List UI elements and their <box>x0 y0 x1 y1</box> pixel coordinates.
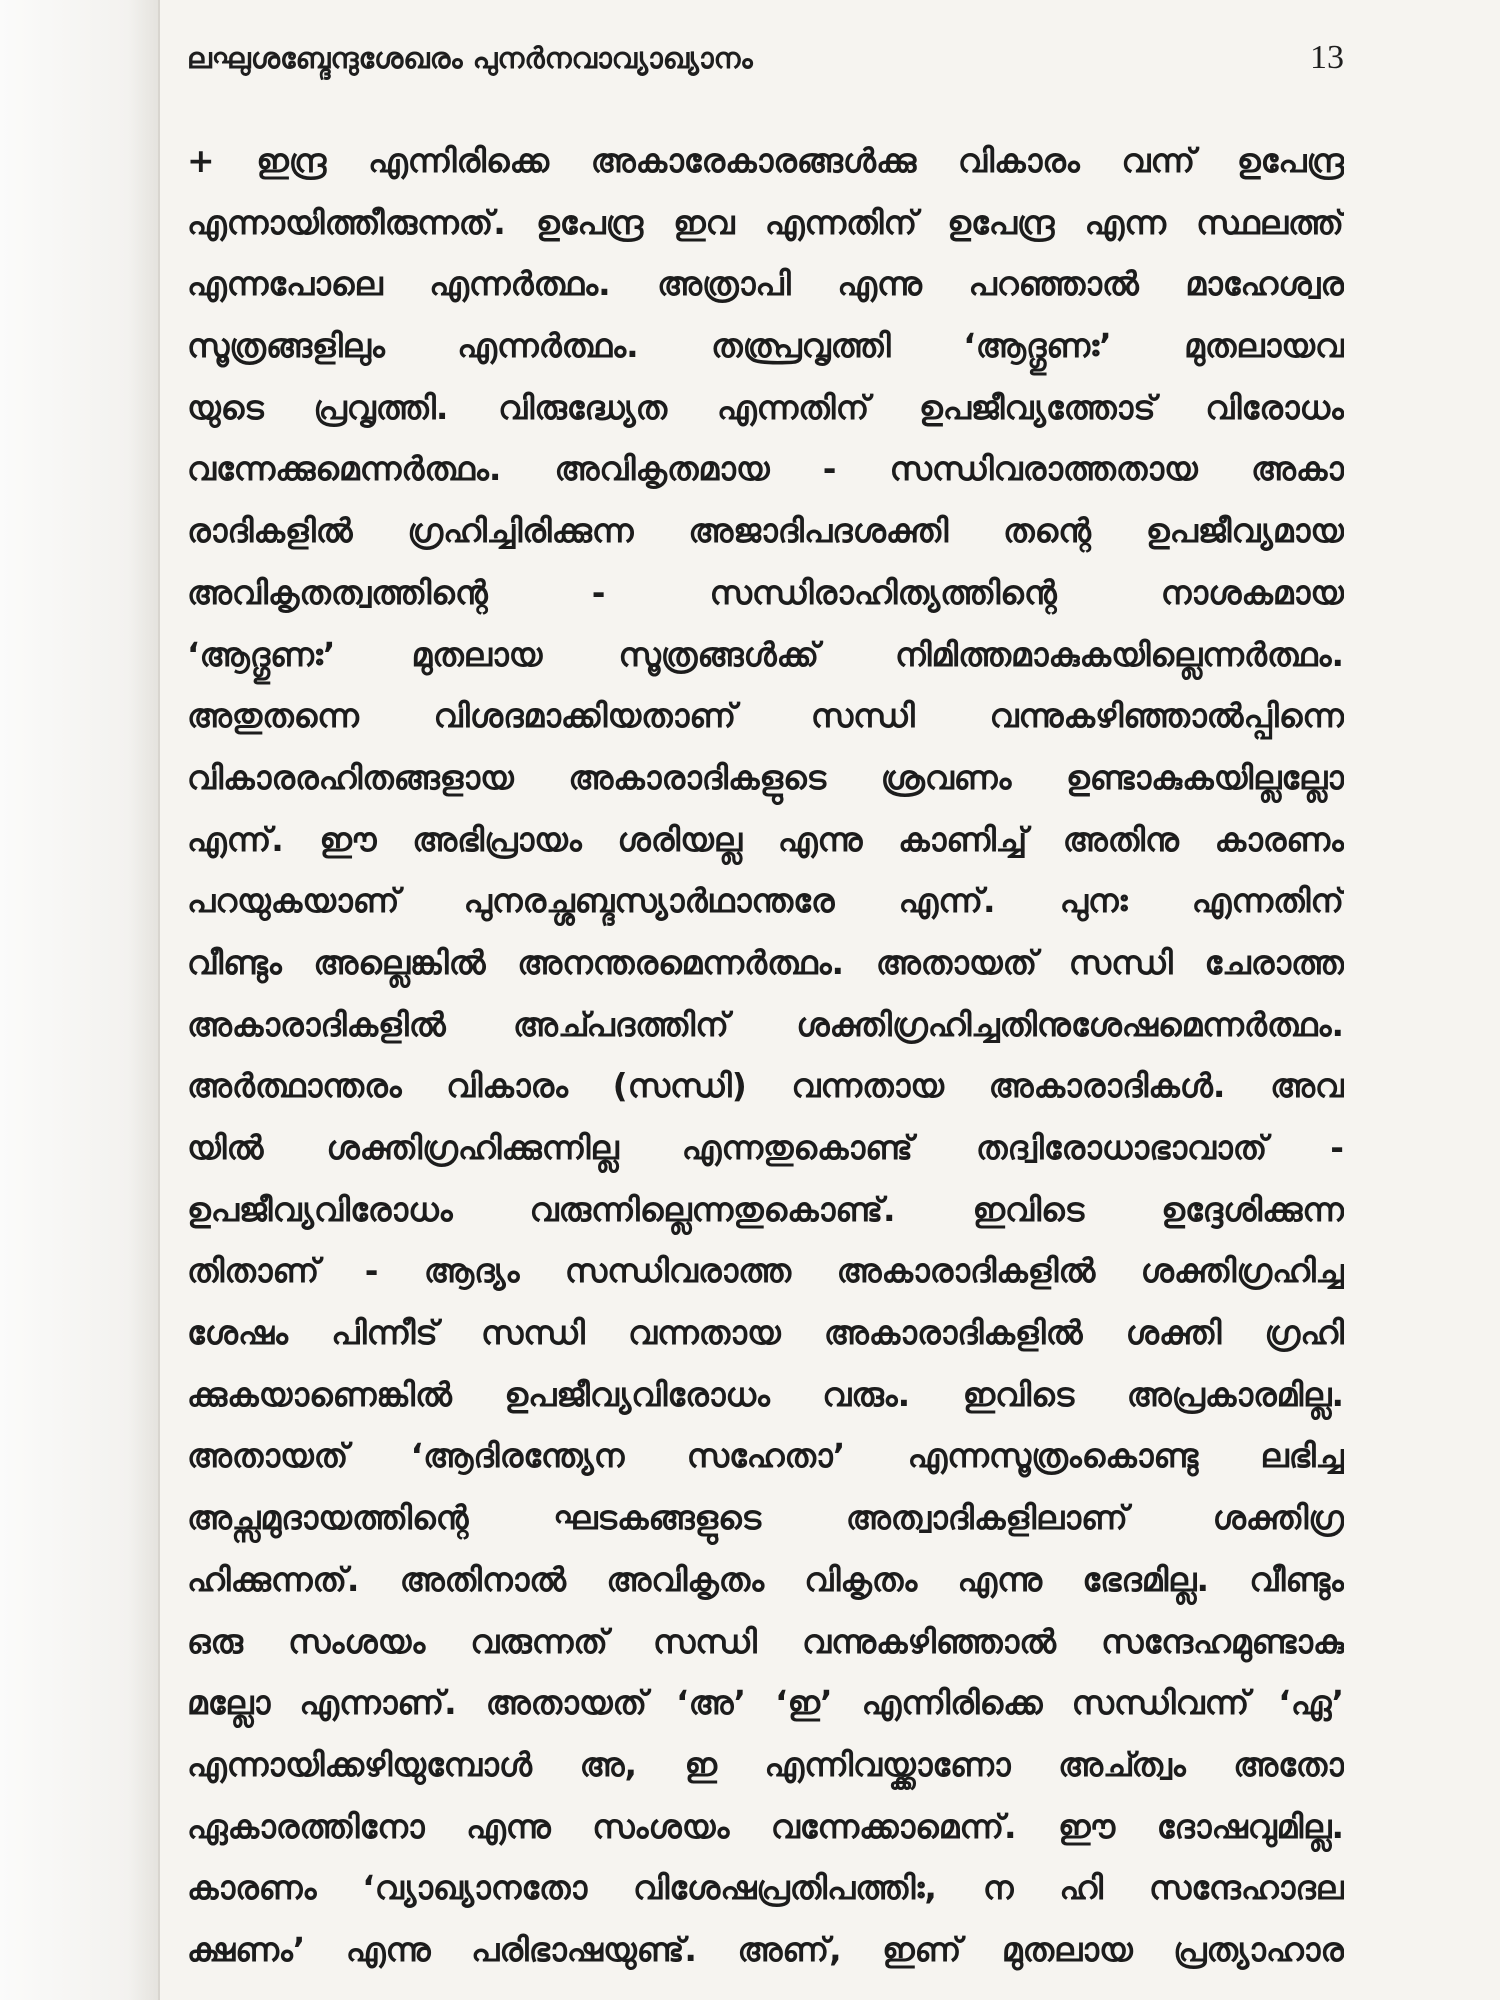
text-line: അതായത് ‘ആദിരന്ത്യേന സഹേതാ’ എന്നസൂത്രംകൊണ്ടു ലഭിച്ച <box>187 1436 1344 1476</box>
text-line: തിതാണ് - ആദ്യം സന്ധിവരാത്ത അകാരാദികളിൽ ശക്തിഗ്രഹിച്ച <box>187 1251 1344 1291</box>
text-line: വീണ്ടും അല്ലെങ്കിൽ അനന്തരമെന്നർത്ഥം. അതായത് സന്ധി ചേരാത്ത <box>187 942 1344 982</box>
text-line: ഒരു സംശയം വരുന്നത് സന്ധി വന്നുകഴിഞ്ഞാൽ സന്ദേഹമുണ്ടാകു <box>187 1621 1344 1661</box>
text-line: വികാരരഹിതങ്ങളായ അകാരാദികളുടെ ശ്രവണം ഉണ്ടാകുകയില്ലല്ലോ <box>187 757 1344 797</box>
text-line: ക്കുകയാണെങ്കിൽ ഉപജീവ്യവിരോധം വരും. ഇവിടെ അപ്രകാരമില്ല. <box>187 1374 1344 1414</box>
text-line: രാദികളിൽ ഗ്രഹിച്ചിരിക്കുന്ന അജാദിപദശക്തി തന്റെ ഉപജീവ്യമായ <box>187 511 1344 551</box>
scan-margin <box>0 0 160 2000</box>
text-line: ഉപജീവ്യവിരോധം വരുന്നില്ലെന്നതുകൊണ്ട്. ഇവിടെ ഉദ്ദേശിക്കുന്ന <box>187 1189 1344 1229</box>
page-edge-divider <box>158 0 160 2000</box>
text-line: എന്നായിത്തീരുന്നത്. ഉപേന്ദ്ര ഇവ എന്നതിന് ഉപേന്ദ്ര എന്ന സ്ഥലത്ത് <box>187 202 1344 242</box>
text-line: കാരണം ‘വ്യാഖ്യാനതോ വിശേഷപ്രതിപത്തിഃ, ന ഹി സന്ദേഹാദല <box>187 1868 1344 1908</box>
text-line: യുടെ പ്രവൃത്തി. വിരുദ്ധ്യേത എന്നതിന് ഉപജീവ്യത്തോട് വിരോധം <box>187 387 1344 427</box>
text-line: + ഇന്ദ്ര എന്നിരിക്കെ അകാരേകാരങ്ങൾക്കു വികാരം വന്ന് ഉപേന്ദ്ര <box>187 141 1344 180</box>
text-line: അവികൃതത്വത്തിന്റെ - സന്ധിരാഹിത്യത്തിന്റെ നാശകമായ <box>187 572 1344 612</box>
text-line: ക്ഷണം’ എന്നു പരിഭാഷയുണ്ട്. അണ്, ഇണ് മുതലായ പ്രത്യാഹാര <box>187 1929 1344 1969</box>
text-line: മല്ലോ എന്നാണ്. അതായത് ‘അ’ ‘ഇ’ എന്നിരിക്കെ സന്ധിവന്ന് ‘ഏ’ <box>187 1683 1344 1723</box>
text-line: യിൽ ശക്തിഗ്രഹിക്കുന്നില്ല എന്നതുകൊണ്ട് തദ്വിരോധാഭാവാത് - <box>187 1128 1344 1167</box>
text-line: എന്ന്. ഈ അഭിപ്രായം ശരിയല്ല എന്നു കാണിച്ച് അതിനു കാരണം <box>187 819 1344 859</box>
text-line: എന്നായിക്കഴിയുമ്പോൾ അ, ഇ എന്നിവയ്ക്കാണോ അച്ത്വം അതോ <box>187 1744 1344 1784</box>
text-line: സൂത്രങ്ങളിലും എന്നർത്ഥം. തത്പ്രവൃത്തി ‘ആദ്ഗുണഃ’ മുതലായവ <box>187 326 1344 366</box>
text-line: ശേഷം പിന്നീട് സന്ധി വന്നതായ അകാരാദികളിൽ ശക്തി ഗ്രഹി <box>187 1313 1344 1353</box>
body-text <box>187 130 1344 1982</box>
text-line: ഏകാരത്തിനോ എന്നു സംശയം വന്നേക്കാമെന്ന്. ഈ ദോഷവുമില്ല. <box>187 1806 1344 1846</box>
text-line: അതുതന്നെ വിശദമാക്കിയതാണ് സന്ധി വന്നുകഴിഞ്ഞാൽപ്പിന്നെ <box>187 696 1344 736</box>
text-line: ഹിക്കുന്നത്. അതിനാൽ അവികൃതം വികൃതം എന്നു ഭേദമില്ല. വീണ്ടും <box>187 1559 1344 1599</box>
text-line: അർത്ഥാന്തരം വികാരം (സന്ധി) വന്നതായ അകാരാദികൾ. അവ <box>187 1066 1344 1106</box>
text-line: എന്നപോലെ എന്നർത്ഥം. അത്രാപി എന്നു പറഞ്ഞാൽ മാഹേശ്വര <box>187 264 1344 304</box>
running-header-title: ലഘുശബ്ദേന്ദുശേഖരം പുനർനവാവ്യാഖ്യാനം <box>187 40 753 75</box>
text-line: വന്നേക്കുമെന്നർത്ഥം. അവികൃതമായ - സന്ധിവരാത്തതായ അകാ <box>187 449 1344 489</box>
text-line: ‘ആദ്ഗുണഃ’ മുതലായ സൂത്രങ്ങൾക്ക് നിമിത്തമാകുകയില്ലെന്നർത്ഥം. <box>187 634 1344 674</box>
text-line: അകാരാദികളിൽ അച്പദത്തിന് ശക്തിഗ്രഹിച്ചതിനുശേഷമെന്നർത്ഥം. <box>187 1004 1344 1044</box>
running-header <box>187 34 1344 82</box>
text-line: അച്സമുദായത്തിന്റെ ഘടകങ്ങളുടെ അത്വാദികളിലാണ് ശക്തിഗ്ര <box>187 1498 1344 1538</box>
text-line: പറയുകയാണ് പുനരച്ശബ്ദസ്യാർഥാന്തരേ എന്ന്. പുനഃ എന്നതിന് <box>187 881 1344 921</box>
page-number: 13 <box>1310 39 1344 76</box>
